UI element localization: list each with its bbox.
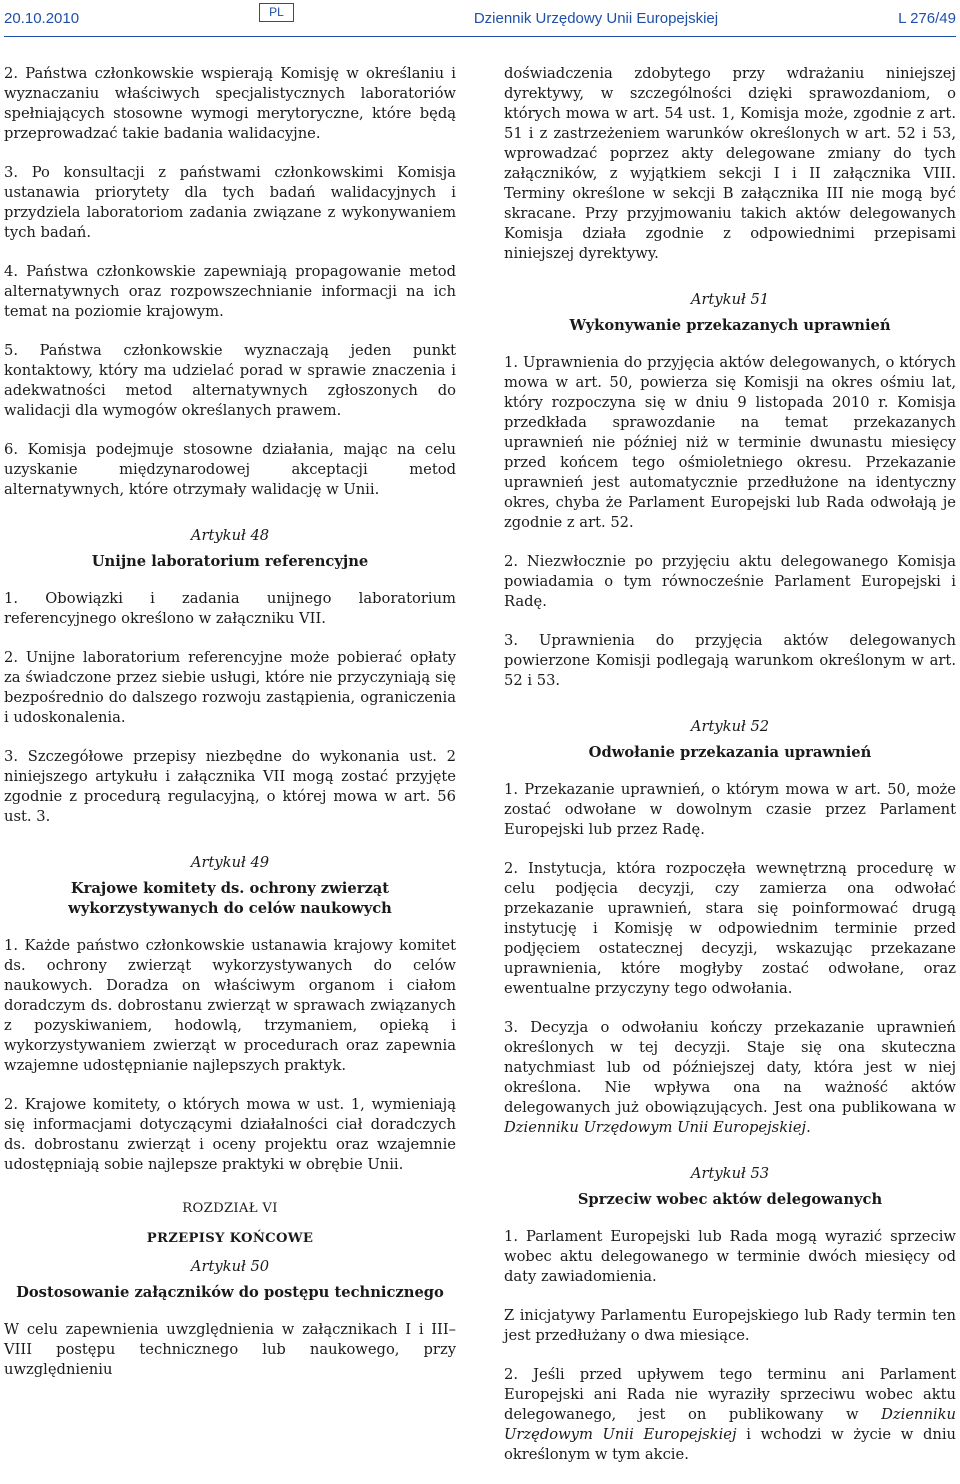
paragraph: Z inicjatywy Parlamentu Europejskiego lub Rady termin ten jest przedłużany o dwa miesiące. [504,1307,956,1344]
article-number: Artykuł 50 [190,1258,270,1275]
article-number: Artykuł 53 [690,1165,770,1182]
article-number: Artykuł 49 [190,854,270,871]
right-column [504,64,956,1484]
paragraph: 3. Po konsultacji z państwami członkowskimi Komisja ustanawia priorytety dla tych badań walidacyjnych i przydziela laboratoriom zadania związane z wykonywaniem tych badań. [4,164,456,241]
page-header [4,0,956,37]
article-title: Wykonywanie przekazanych uprawnień [569,317,891,334]
article-title: Odwołanie przekazania uprawnień [588,744,872,761]
paragraph: W celu zapewnienia uwzględnienia w załącznikach I i III–VIII postępu technicznego lub naukowego, przy uwzględnieniu [4,1321,456,1378]
paragraph: 1. Obowiązki i zadania unijnego laboratorium referencyjnego określono w załączniku VII. [4,590,456,627]
paragraph: 2. Niezwłocznie po przyjęciu aktu delegowanego Komisja powiadamia o tym równocześnie Parlament Europejski i Radę. [504,553,956,610]
text-span: 3. Decyzja o odwołaniu kończy przekazanie uprawnień określonych w tej decyzji. Staje się ona skuteczna natychmiast lub od późniejszej daty, która jest w niej określona. Nie wpływa ona na ważność aktów delegowanych już obowiązujących. Jest ona publikowana w [504,1019,956,1116]
paragraph: 1. Uprawnienia do przyjęcia aktów delegowanych, o których mowa w art. 50, powierza się Komisji na okres ośmiu lat, który rozpoczyna się w dniu 9 listopada 2010 r. Komisja przedkłada sprawozdanie na temat przekazanych uprawnień nie później niż w terminie dwunastu miesięcy przed końcem tego ośmioletniego okresu. Przekazanie uprawnień jest automatycznie przedłużone na identyczny okres, chyba że Parlament Europejski lub Rada odwołają je zgodnie z art. 52. [504,354,956,531]
article-title: Krajowe komitety ds. ochrony zwierząt wykorzystywanych do celów naukowych [68,880,392,917]
article-number: Artykuł 48 [190,527,270,544]
text-span: 2. Jeśli przed upływem tego terminu ani Parlament Europejski ani Rada nie wyraziły sprzeciwu wobec aktu delegowanego, jest on publikowany w [504,1366,956,1423]
paragraph: 2. Instytucja, która rozpoczęła wewnętrzną procedurę w celu podjęcia decyzji, czy zamierza ona odwołać przekazanie uprawnień, stara się poinformować drugą instytucję i Komisję w odpowiednim terminie przed podjęciem ostatecznej decyzji, wskazując przekazane uprawnienia, które mogłyby zostać odwołane, oraz ewentualne przyczyny tego odwołania. [504,860,956,997]
chapter-number: ROZDZIAŁ VI [182,1201,278,1216]
article-title: Dostosowanie załączników do postępu technicznego [16,1284,444,1301]
article-number: Artykuł 52 [690,718,770,735]
left-column [4,64,456,1399]
paragraph: 2. Państwa członkowskie wspierają Komisję w określaniu i wyznaczaniu właściwych specjalistycznych laboratoriów spełniających stosowne wymogi merytoryczne, które będą przeprowadzać takie badania walidacyjne. [4,65,456,142]
article-title: Unijne laboratorium referencyjne [91,553,369,570]
article-number: Artykuł 51 [690,291,770,308]
paragraph: 2. Krajowe komitety, o których mowa w ust. 1, wymieniają się informacjami dotyczącymi działalności ciał doradczych ds. dobrostanu zwierząt i oceny projektu oraz wzajemnie udostępniają sobie najlepsze praktyki w obrębie Unii. [4,1096,456,1173]
paragraph: 2. Unijne laboratorium referencyjne może pobierać opłaty za świadczone przez siebie usługi, które nie przyczyniają się bezpośrednio do dalszego rozwoju zastąpienia, ograniczenia i udoskonalenia. [4,649,456,726]
journal-title: Dziennik Urzędowy Unii Europejskiej [473,9,719,27]
text-span: . [806,1119,811,1136]
paragraph: 6. Komisja podejmuje stosowne działania, mając na celu uzyskanie międzynarodowej akceptacji metod alternatywnych, które otrzymały walidację w Unii. [4,441,456,498]
paragraph: 1. Każde państwo członkowskie ustanawia krajowy komitet ds. ochrony zwierząt wykorzystywanych do celów naukowych. Doradza on właściwym organom i ciałom doradczym ds. dobrostanu zwierząt w sprawach związanych z pozyskiwaniem, hodowlą, trzymaniem, opieką i wykorzystywaniem zwierząt w procedurach oraz zapewnia wzajemne udostępnianie najlepszych praktyk. [4,937,456,1074]
chapter-title: PRZEPISY KOŃCOWE [146,1231,314,1246]
paragraph: 3. Uprawnienia do przyjęcia aktów delegowanych powierzone Komisji podlegają warunkom określonym w art. 52 i 53. [504,632,956,689]
header-date: 20.10.2010 [4,9,80,27]
journal-reference: Dzienniku Urzędowym Unii Europejskiej [504,1406,956,1443]
page-number: L 276/49 [898,9,956,27]
paragraph: 5. Państwa członkowskie wyznaczają jeden punkt kontaktowy, który ma udzielać porad w sprawie znaczenia i adekwatności metod alternatywnych zgłoszonych do walidacji dla wymogów określanych prawem. [4,342,456,419]
paragraph: 4. Państwa członkowskie zapewniają propagowanie metod alternatywnych oraz rozpowszechnianie informacji na ich temat na poziomie krajowym. [4,263,456,320]
paragraph: doświadczenia zdobytego przy wdrażaniu niniejszej dyrektywy, w szczególności dzięki sprawozdaniom, o których mowa w art. 54 ust. 1, Komisja może, zgodnie z art. 51 i z zastrzeżeniem warunków określonych w art. 52 i 53, wprowadzać poprzez akty delegowane zmiany do tych załączników, z wyjątkiem sekcji I i II załącznika VIII. Terminy określone w sekcji B załącznika III nie mogą być skracane. Przy przyjmowaniu takich aktów delegowanych Komisja działa zgodnie z odpowiednimi przepisami niniejszej dyrektywy. [504,65,956,262]
paragraph [504,1365,956,1465]
paragraph: 1. Parlament Europejski lub Rada mogą wyrazić sprzeciw wobec aktu delegowanego w terminie dwóch miesięcy od daty zawiadomienia. [504,1228,956,1285]
article-title: Sprzeciw wobec aktów delegowanych [577,1191,883,1208]
text-span: i wchodzi w życie w dniu określonym w tym akcie. [504,1426,957,1463]
paragraph [504,1018,956,1138]
paragraph: 3. Szczegółowe przepisy niezbędne do wykonania ust. 2 niniejszego artykułu i załącznika VII mogą zostać przyjęte zgodnie z procedurą regulacyjną, o której mowa w art. 56 ust. 3. [4,748,456,825]
paragraph: 1. Przekazanie uprawnień, o którym mowa w art. 50, może zostać odwołane w dowolnym czasie przez Parlament Europejski lub przez Radę. [504,781,956,838]
journal-reference: Dzienniku Urzędowym Unii Europejskiej [504,1119,807,1136]
language-badge: PL [259,3,294,22]
